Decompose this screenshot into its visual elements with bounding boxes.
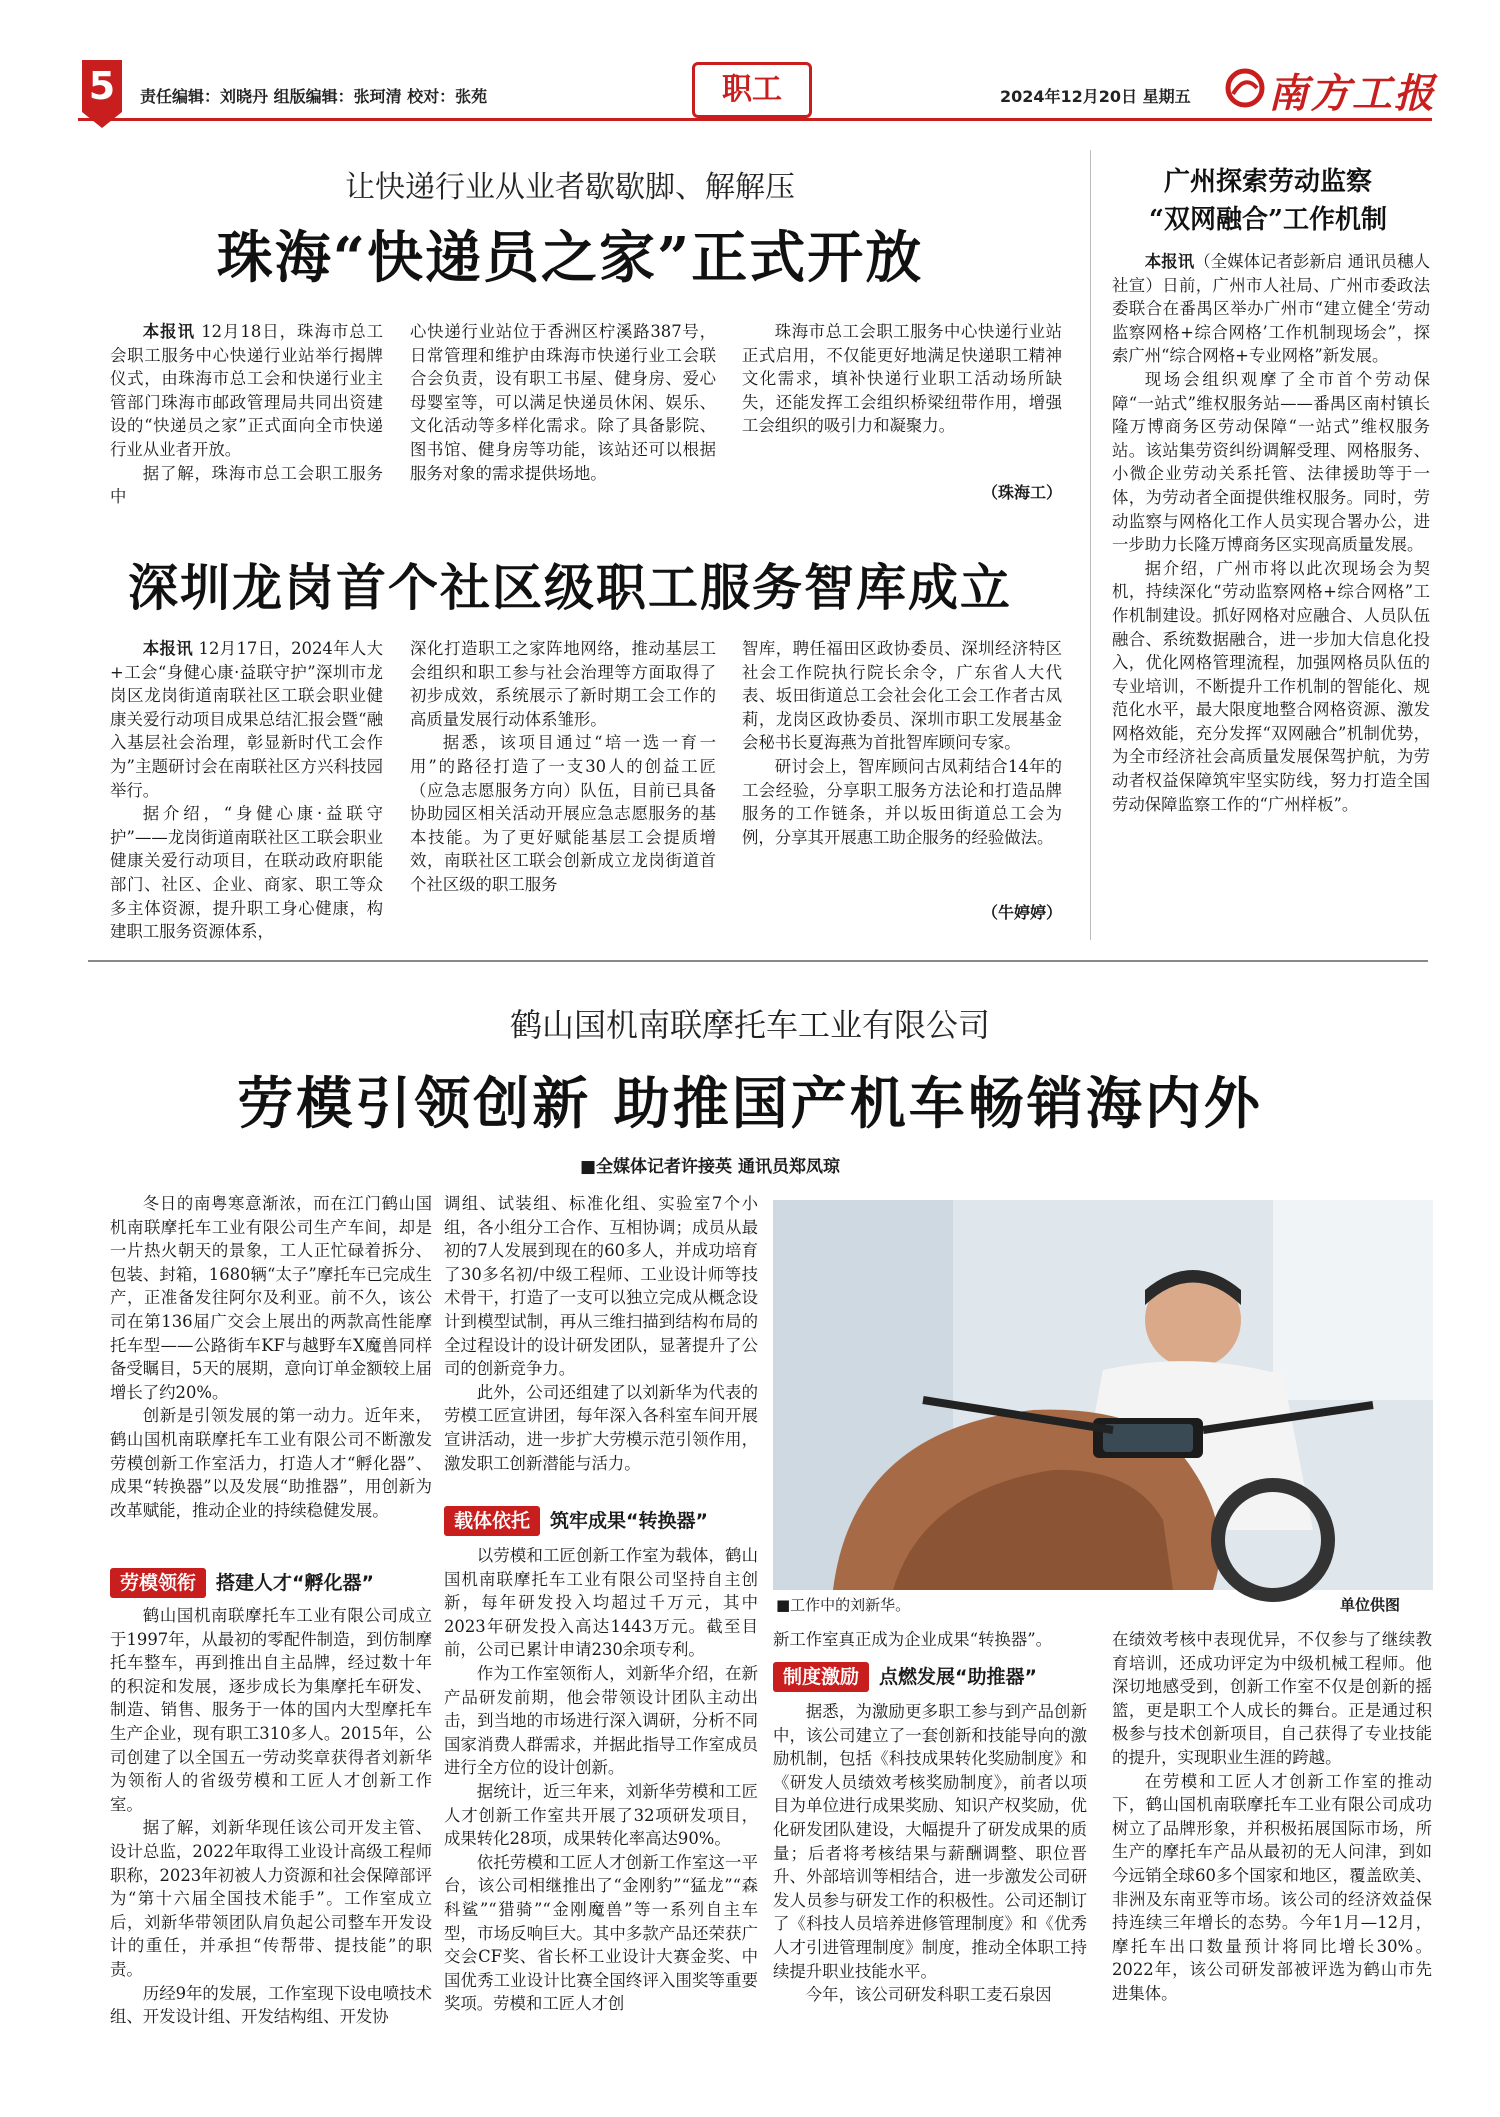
feature-col4: 在绩效考核中表现优异，不仅参与了继续教育培训，还成功评定为中级机械工程师。他深切地感受到，创新工作室不仅是创新的摇篮，更是职工个人成长的舞台。正是通过积极参与技术创新项目，自己获得了专业技能的提升，实现职业生涯的跨越。 在劳模和工匠人才创新工作室的推动下，鹤山国机南联摩托车工业有限公司成功树立了品牌形象，并积极拓展国际市场，所生产的摩托车产品从最初的无人问津，到如今远销全球60多个国家和地区，覆盖欧美、非洲及东南亚等市场。该公司的经济效益保持连续三年增长的态势。今年1月—12月，摩托车出口数量预计将同比增长30%。2022年，该公司研发部被评选为鹤山市先进集体。 (1112, 1630, 1432, 2003)
article1-signature: （珠海工） (981, 483, 1062, 502)
lead-mark: 本报讯 (142, 639, 193, 658)
section-title-1: 搭建人才“孵化器” (216, 1572, 374, 1594)
sidebar-divider (1090, 150, 1091, 940)
photo-rider-image (773, 1200, 1433, 1590)
section-tag-3: 制度激励 (773, 1662, 869, 1692)
section-heading-2 (444, 1506, 708, 1536)
feature-byline: ■全媒体记者许接英 通讯员郑凤琼 (580, 1157, 840, 1177)
sidebar-body: 本报讯（全媒体记者彭新启 通讯员穗人社宣）日前，广州市人社局、广州市委政法委联合在番禺区举办广州市“建立健全‘劳动监察网格+综合网格’工作机制现场会”，探索广州“综合网格+专业网格”新发展。 现场会组织观摩了全市首个劳动保障“一站式”维权服务站——番禺区南村镇长隆万博商务区劳动保障“一站式”维权服务站。该站集劳资纠纷调解受理、网格服务、小微企业劳动关系托管、法律援助等于一体，为劳动者全面提供维权服务。同时，劳动监察与网格化工作人员实现合署办公，进一步助力长隆万博商务区实现高质量发展。 据介绍，广州市将以此次现场会为契机，持续深化“劳动监察网格+综合网格”工作机制建设。抓好网格对应融合、人员队伍融合、系统数据融合，进一步加大信息化投入，优化网格管理流程，加强网格员队伍的专业培训，不断提升工作机制的智能化、规范化水平，最大限度地整合网格资源、激发网格效能，充分发挥“双网融合”机制优势，为全市经济社会高质量发展保驾护航，为劳动者权益保障筑牢坚实防线，努力打造全国劳动保障监察工作的“广州样板”。 (1112, 252, 1431, 814)
feature-col3-top: 新工作室真正成为企业成果“转换器”。 (773, 1630, 1053, 1649)
sidebar-title-line2: “双网融合”工作机制 (1149, 205, 1387, 235)
section-title-2: 筑牢成果“转换器” (550, 1510, 708, 1532)
section-separator (88, 960, 1428, 962)
article2-title: 深圳龙岗首个社区级职工服务智库成立 (128, 558, 1012, 617)
brand-logo-icon (1225, 68, 1265, 108)
feature-col2-top: 调组、试装组、标准化组、实验室7个小组，各小组分工合作、互相协调；成员从最初的7人发展到现在的60多人，并成功培育了30多名初/中级工程师、工业设计师等技术骨干，打造了一支可以独立完成从概念设计到模型试制，再从三维扫描到结构布局的全过程设计的设计研发团队，显著提升了公司的创新竞争力。 此外，公司还组建了以刘新华为代表的劳模工匠宣讲团，每年深入各科室车间开展宣讲活动，进一步扩大劳模示范引领作用，激发职工创新潜能与活力。 (444, 1194, 758, 1473)
article2-col3: 智库，聘任福田区政协委员、深圳经济特区社会工作院执行院长余令，广东省人大代表、坂田街道总工会社会化工会工作者古凤莉，龙岗区政协委员、深圳市职工发展基金会秘书长夏海燕为首批智库顾问专家。 研讨会上，智库顾问古凤莉结合14年的工会经验，分享职工服务方法论和打造品牌服务的工作链条，并以坂田街道总工会为例，分享其开展惠工助企服务的经验做法。 (742, 639, 1062, 847)
editor-credits: 责任编辑：刘晓丹 组版编辑：张珂清 校对：张苑 (140, 87, 488, 106)
feature-photo (773, 1200, 1433, 1590)
feature-subtitle: 鹤山国机南联摩托车工业有限公司 (509, 1006, 990, 1044)
article1-col2: 心快递行业站位于香洲区柠溪路387号，日常管理和维护由珠海市快递行业工会联合会负责，设有职工书屋、健身房、爱心母婴室等，可以满足快递员休闲、娱乐、文化活动等多样化需求。除了具备影院、图书馆、健身房等功能，该站还可以根据服务对象的需求提供场地。 (410, 322, 716, 483)
section-tag-1: 劳模领衔 (110, 1568, 206, 1598)
article1-subtitle: 让快递行业从业者歇歇脚、解解压 (345, 170, 795, 205)
article1-title: 珠海“快递员之家”正式开放 (216, 225, 924, 291)
feature-col3-bottom: 据悉，为激励更多职工参与到产品创新中，该公司建立了一套创新和技能导向的激励机制，包括《科技成果转化奖励制度》和《研发人员绩效考核奖励制度》，前者以项目为单位进行成果奖励、知识产权奖励，优化研发团队建设，大幅提升了研发成果的质量；后者将考核结果与薪酬调整、职位晋升、外部培训等相结合，进一步激发公司研发人员参与研发工作的积极性。公司还制订了《科技人员培养进修管理制度》和《优秀人才引进管理制度》制度，推动全体职工持续提升职业技能水平。 今年，该公司研发科职工麦石泉因 (773, 1702, 1087, 2005)
article1-col3: 珠海市总工会职工服务中心快递行业站正式启用，不仅能更好地满足快递职工精神文化需求，填补快递行业职工活动场所缺失，还能发挥工会组织桥梁纽带作用，增强工会组织的吸引力和凝聚力。 (742, 322, 1062, 436)
issue-date: 2024年12月20日 星期五 (1000, 87, 1191, 106)
article2-col1: 本报讯 12月17日，2024年人大+工会“身健心康·益联守护”深圳市龙岗区龙岗街道南联社区工联会职业健康关爱行动项目成果总结汇报会暨“融入基层社会治理，彰显新时代工会作为”主题研讨会在南联社区方兴科技园举行。 据介绍，“身健心康·益联守护”——龙岗街道南联社区工联会职业健康关爱行动项目，在联动政府职能部门、社区、企业、商家、职工等众多主体资源，提升职工身心健康，构建职工服务资源体系， (110, 639, 383, 942)
section-heading-3 (773, 1662, 1037, 1692)
lead-mark: 本报讯 (1144, 252, 1195, 271)
feature-col1-bottom: 鹤山国机南联摩托车工业有限公司成立于1997年，从最初的零配件制造，到仿制摩托车整车，再到推出自主品牌，经过数十年的积淀和发展，逐步成长为集摩托车研发、制造、销售、服务于一体的国内大型摩托车生产企业，现有职工310多人。2015年，公司创建了以全国五一劳动奖章获得者刘新华为领衔人的省级劳模和工匠人才创新工作室。 据了解，刘新华现任该公司开发主管、设计总监，2022年取得工业设计高级工程师职称，2023年初被人力资源和社会保障部评为“第十六届全国技术能手”。工作室成立后，刘新华带领团队肩负起公司整车开发设计的重任，并承担“传帮带、提技能”的职责。 历经9年的发展，工作室现下设电喷技术组、开发设计组、开发结构组、开发协 (110, 1606, 432, 2027)
section-tag-2: 载体依托 (444, 1506, 540, 1536)
section-heading-1 (110, 1568, 374, 1598)
feature-col1-top: 冬日的南粤寒意渐浓，而在江门鹤山国机南联摩托车工业有限公司生产车间，却是一片热火朝天的景象，工人正忙碌着拆分、包装、封箱，1680辆“太子”摩托车已完成生产，正准备发往阿尔及利亚。前不久，该公司在第136届广交会上展出的两款高性能摩托车型——公路街车KF与越野车X魔兽同样备受瞩目，5天的展期，意向订单金额较上届增长了约20%。 创新是引领发展的第一动力。近年来，鹤山国机南联摩托车工业有限公司不断激发劳模创新工作室活力，打造人才“孵化器”、成果“转换器”以及发展“助推器”，用创新为改革赋能，推动企业的持续稳健发展。 (110, 1194, 432, 1520)
photo-credit: 单位供图 (1340, 1596, 1401, 1614)
feature-col2-bottom: 以劳模和工匠创新工作室为载体，鹤山国机南联摩托车工业有限公司坚持自主创新，每年研发投入均超过千万元，其中2023年研发投入高达1443万元。截至目前，公司已累计申请230余项专利。 作为工作室领衔人，刘新华介绍，在新产品研发前期，他会带领设计团队主动出击，到当地的市场进行深入调研，分析不同国家消费人群需求，并据此指导工作室成员进行全方位的设计创新。 据统计，近三年来，刘新华劳模和工匠人才创新工作室共开展了32项研发项目，成果转化28项，成果转化率高达90%。 依托劳模和工匠人才创新工作室这一平台，该公司相继推出了“金刚豹”“猛龙”“森科鲨”“猎骑”“金刚魔兽”等一系列自主车型，市场反响巨大。其中多款产品还荣获广交会CF奖、省长杯工业设计大赛金奖、中国优秀工业设计比赛全国终评入围奖等重要奖项。劳模和工匠人才创 (444, 1546, 758, 2014)
section-label: 职工 (722, 72, 782, 107)
feature-title: 劳模引领创新 助推国产机车畅销海内外 (237, 1071, 1263, 1137)
article1-col1: 本报讯 12月18日，珠海市总工会职工服务中心快递行业站举行揭牌仪式，由珠海市总工会和快递行业主管部门珠海市邮政管理局共同出资建设的“快递员之家”正式面向全市快递行业从业者开放。 据了解，珠海市总工会职工服务中 (110, 322, 384, 507)
page-number: 5 (88, 64, 116, 108)
sidebar-title-line1: 广州探索劳动监察 (1163, 167, 1372, 197)
brand-name: 南方工报 (1268, 70, 1436, 117)
page-header (0, 0, 1500, 125)
article2-col2: 深化打造职工之家阵地网络，推动基层工会组织和职工参与社会治理等方面取得了初步成效，系统展示了新时期工会工作的高质量发展行动体系雏形。 据悉，该项目通过“培一选一育一用”的路径打造了一支30人的创益工匠（应急志愿服务方向）队伍，目前已具备协助园区相关活动开展应急志愿服务的基本技能。为了更好赋能基层工会提质增效，南联社区工联会创新成立龙岗街道首个社区级的职工服务 (410, 639, 716, 894)
lead-mark: 本报讯 (142, 322, 195, 341)
section-badge (692, 62, 812, 118)
article2-signature: （牛婷婷） (981, 903, 1062, 922)
photo-caption: ■工作中的刘新华。 (776, 1596, 911, 1614)
header-rule (78, 118, 1432, 121)
section-title-3: 点燃发展“助推器” (879, 1666, 1037, 1688)
